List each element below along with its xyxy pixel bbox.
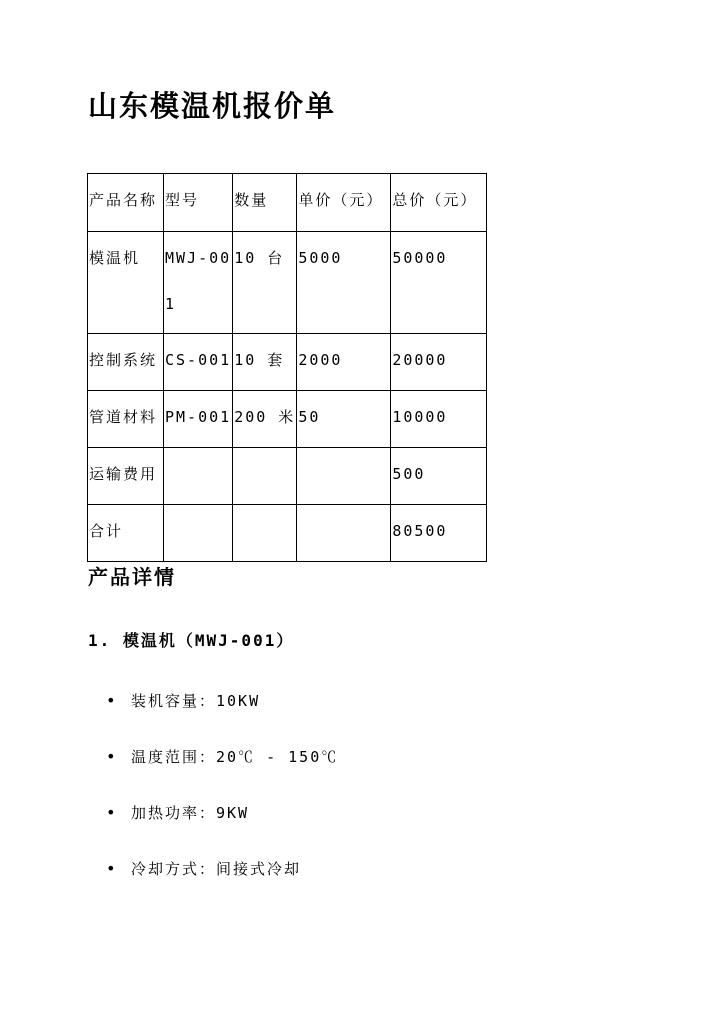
table-cell: 200 米 bbox=[233, 391, 297, 448]
table-header-cell: 数量 bbox=[233, 174, 297, 232]
quotation-table bbox=[87, 173, 487, 562]
table-cell bbox=[233, 448, 297, 505]
list-item bbox=[106, 688, 338, 744]
table-cell bbox=[297, 448, 391, 505]
table-cell: 500 bbox=[391, 448, 487, 505]
list-item bbox=[106, 744, 338, 800]
table-cell: 运输费用 bbox=[88, 448, 164, 505]
product-subheading: 1. 模温机（MWJ-001） bbox=[88, 631, 295, 650]
table-row bbox=[88, 334, 487, 391]
table-cell: MWJ-001 bbox=[164, 232, 233, 334]
table-cell: 2000 bbox=[297, 334, 391, 391]
table-cell: 10 台 bbox=[233, 232, 297, 334]
bullet-icon: • bbox=[106, 691, 118, 710]
list-item-text: 冷却方式：间接式冷却 bbox=[131, 860, 302, 878]
table-row bbox=[88, 505, 487, 562]
table-cell: CS-001 bbox=[164, 334, 233, 391]
table-cell bbox=[164, 505, 233, 562]
table-row bbox=[88, 391, 487, 448]
bullet-icon: • bbox=[106, 747, 118, 766]
table-cell bbox=[164, 448, 233, 505]
table-cell: PM-001 bbox=[164, 391, 233, 448]
table-row bbox=[88, 232, 487, 334]
list-item-text: 加热功率：9KW bbox=[131, 804, 250, 822]
table-cell: 20000 bbox=[391, 334, 487, 391]
table-row bbox=[88, 448, 487, 505]
list-item bbox=[106, 856, 338, 912]
table-cell: 管道材料 bbox=[88, 391, 164, 448]
table-header-row bbox=[88, 174, 487, 232]
list-item-text: 装机容量：10KW bbox=[131, 692, 261, 710]
spec-list bbox=[106, 688, 338, 912]
bullet-icon: • bbox=[106, 803, 118, 822]
page-title: 山东模温机报价单 bbox=[88, 89, 337, 123]
table-cell: 50 bbox=[297, 391, 391, 448]
list-item bbox=[106, 800, 338, 856]
table-header-cell: 型号 bbox=[164, 174, 233, 232]
list-item-text: 温度范围：20℃ - 150℃ bbox=[131, 748, 339, 766]
section-heading: 产品详情 bbox=[88, 565, 176, 589]
table-cell: 5000 bbox=[297, 232, 391, 334]
table-header-cell: 总价（元） bbox=[391, 174, 487, 232]
table-header-cell: 产品名称 bbox=[88, 174, 164, 232]
table-cell: 模温机 bbox=[88, 232, 164, 334]
table-cell bbox=[233, 505, 297, 562]
table-header-cell: 单价（元） bbox=[297, 174, 391, 232]
table-cell: 合计 bbox=[88, 505, 164, 562]
table-cell: 10 套 bbox=[233, 334, 297, 391]
table-cell: 50000 bbox=[391, 232, 487, 334]
bullet-icon: • bbox=[106, 859, 118, 878]
table-cell: 控制系统 bbox=[88, 334, 164, 391]
table-cell: 80500 bbox=[391, 505, 487, 562]
table-cell bbox=[297, 505, 391, 562]
table-cell: 10000 bbox=[391, 391, 487, 448]
